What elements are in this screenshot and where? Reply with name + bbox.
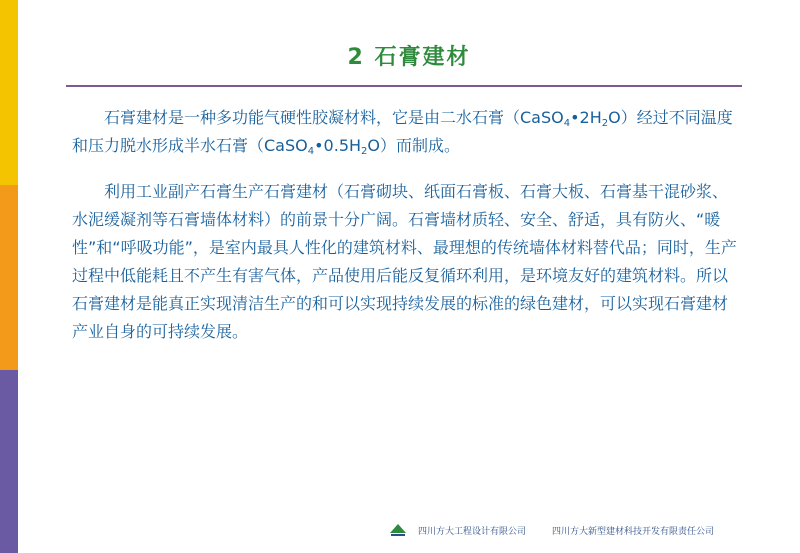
side-bar-orange — [0, 185, 18, 370]
side-bar-yellow — [0, 0, 18, 185]
paragraph-1 — [72, 104, 742, 160]
para1-sub-1: 4 — [563, 118, 571, 129]
footer-company-2: 四川方大新型建材科技开发有限责任公司 — [552, 526, 715, 537]
para1-text-4: •0.5H — [314, 136, 362, 155]
paragraph-2: 利用工业副产石膏生产石膏建材（石膏砌块、纸面石膏板、石膏大板、石膏基干混砂浆、水泥缓凝剂等石膏墙体材料）的前景十分广阔。石膏墙材质轻、安全、舒适，具有防火、“暖性”和“呼吸功能”，是室内最具人性化的建筑材料、最理想的传统墙体材料替代品；同时，生产过程中低能耗且不产生有害气体，产品使用后能反复循环利用，是环境友好的建筑材料。所以石膏建材是能真正实现清洁生产的和可以实现持续发展的标准的绿色建材，可以实现石膏建材产业自身的可持续发展。 — [72, 182, 737, 341]
slide-title: 2 石膏建材 — [347, 45, 471, 70]
footer — [388, 520, 768, 540]
company-logo-icon — [388, 521, 408, 539]
title-divider — [66, 85, 742, 87]
para1-sub-2: 2 — [601, 118, 609, 129]
side-bar-purple — [0, 370, 18, 553]
para1-text-1: 石膏建材是一种多功能气硬性胶凝材料，它是由二水石膏（CaSO — [104, 108, 564, 127]
para1-text-3: O）经过不同温度和压力脱水形成半水石膏（CaSO — [72, 108, 733, 155]
para1-text-5: O）而制成。 — [367, 136, 461, 155]
footer-company-1: 四川方大工程设计有限公司 — [418, 526, 527, 537]
para1-sub-3: 4 — [307, 146, 315, 157]
para1-sub-4: 2 — [361, 146, 368, 157]
slide-body — [72, 104, 742, 346]
para1-text-2: •2H — [570, 108, 602, 127]
